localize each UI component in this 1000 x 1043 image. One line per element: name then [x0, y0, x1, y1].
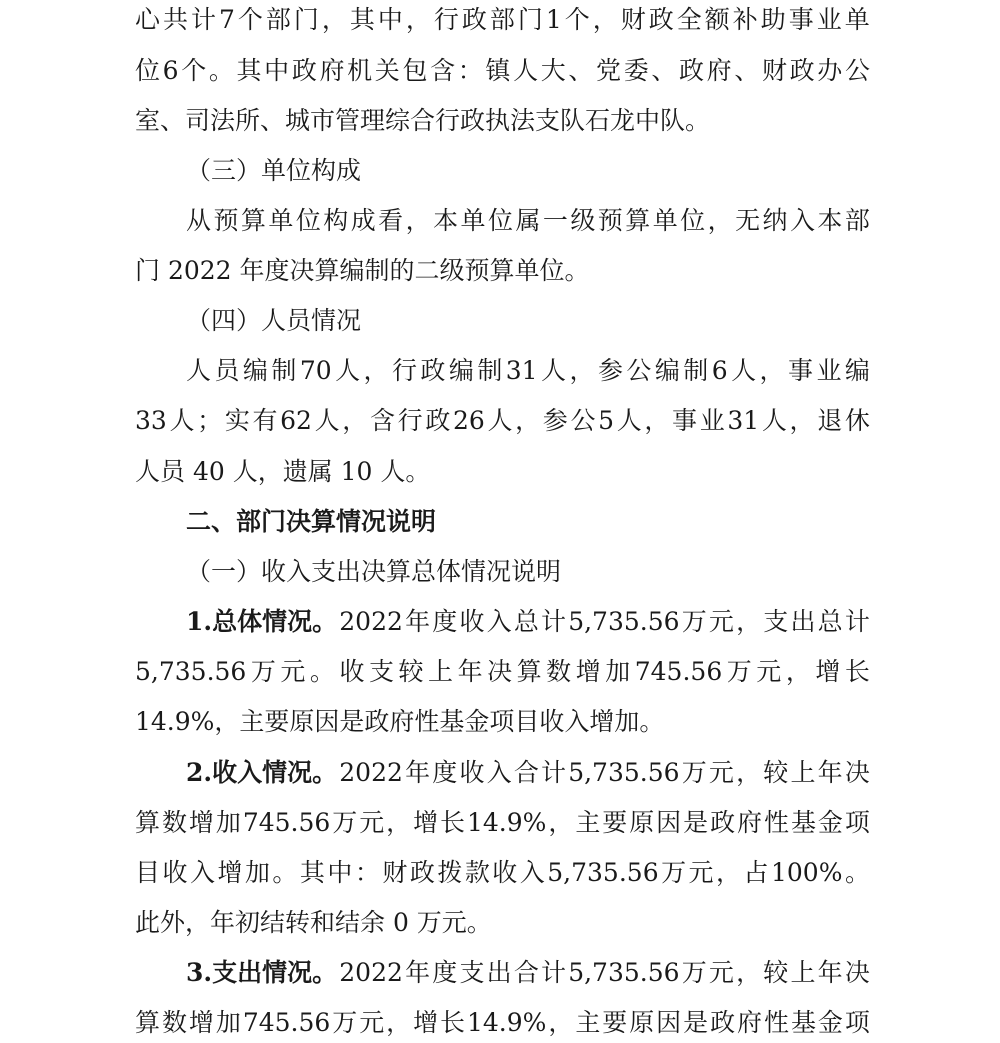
paragraph-line: 人 员 编 制 70 人 ， 行 政 编 制 31 人 ， 参 公 编 制 6 人 ， 事 业 编 [186, 356, 870, 385]
paragraph-line: 算 数 增 加 745.56 万 元 ， 增 长 14.9% ， 主 要 原 因 是 政 府 性 基 金 项 [135, 808, 870, 837]
paragraph-lead: 3.支出情况。 [186, 958, 338, 987]
paragraph-lead: 2.收入情况。 [186, 758, 338, 787]
paragraph-line-overall: 1.总体情况。 2022 年 度 收 入 总 计 5,735.56 万 元 ， 支 出 总 计 [186, 602, 870, 642]
paragraph-lead: 1.总体情况。 [186, 607, 338, 636]
paragraph-line: 室、司法所、城市管理综合行政执法支队石龙中队。 [135, 106, 711, 135]
paragraph-line: 心 共 计 7 个 部 门 ， 其 中 ， 行 政 部 门 1 个 ， 财 政 全 额 补 助 事 业 单 [135, 5, 870, 34]
section-heading-personnel: （四）人员情况 [186, 306, 362, 335]
paragraph-line-income: 2.收入情况。 2022 年 度 收 入 合 计 5,735.56 万 元 ， 较 上 年 决 [186, 753, 870, 793]
paragraph-line: 从 预 算 单 位 构 成 看 ， 本 单 位 属 一 级 预 算 单 位 ， 无 纳 入 本 部 [186, 206, 870, 235]
chapter-heading-final-accounts: 二、部门决算情况说明 [186, 507, 437, 536]
paragraph-line: 位 6 个 。 其 中 政 府 机 关 包 含 ： 镇 人 大 、 党 委 、 政 府 、 财 政 办 公 [135, 56, 870, 85]
paragraph-line: 人员 40 人，遗属 10 人。 [135, 457, 431, 486]
paragraph-line-expenditure: 3.支出情况。 2022 年 度 支 出 合 计 5,735.56 万 元 ， 较 上 年 决 [186, 953, 870, 993]
paragraph-line: 门 2022 年度决算编制的二级预算单位。 [135, 256, 590, 285]
section-heading-overall: （一）收入支出决算总体情况说明 [186, 557, 562, 586]
section-heading-unit-composition: （三）单位构成 [186, 156, 362, 185]
paragraph-line: 14.9%，主要原因是政府性基金项目收入增加。 [135, 707, 665, 736]
paragraph-line: 算 数 增 加 745.56 万 元 ， 增 长 14.9% ， 主 要 原 因 是 政 府 性 基 金 项 [135, 1008, 870, 1037]
paragraph-line: 目 收 入 增 加 。 其 中 ： 财 政 拨 款 收 入 5,735.56 万 元 ， 占 100% 。 [135, 858, 870, 887]
paragraph-line: 此外，年初结转和结余 0 万元。 [135, 908, 492, 937]
paragraph-line: 5,735.56 万 元 。 收 支 较 上 年 决 算 数 增 加 745.56 万 元 ， 增 长 [135, 657, 870, 686]
paragraph-line: 33 人 ； 实 有 62 人 ， 含 行 政 26 人 ， 参 公 5 人 ， 事 业 31 人 ， 退 休 [135, 406, 870, 435]
